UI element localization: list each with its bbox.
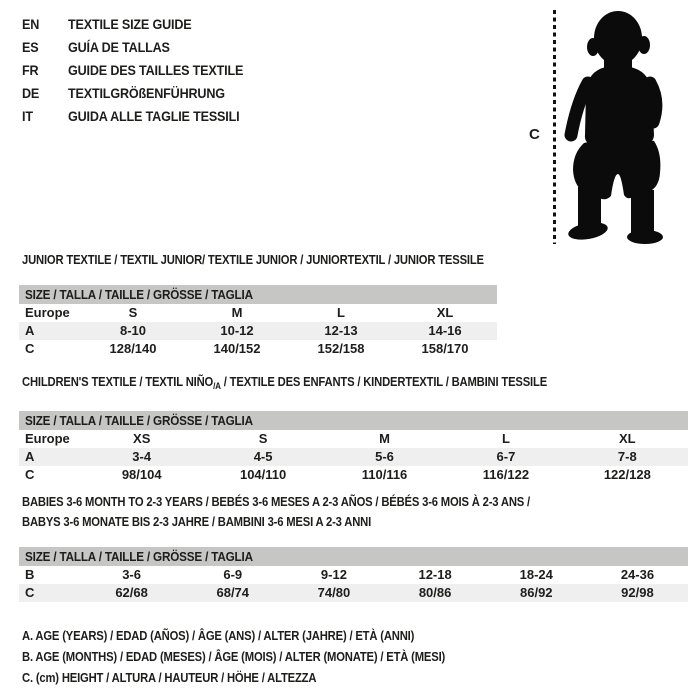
row-label: B bbox=[25, 567, 35, 582]
size-table-section-children bbox=[19, 372, 688, 484]
table-cell: 5-6 bbox=[375, 449, 394, 464]
size-table-section-babies bbox=[19, 492, 688, 602]
table-cell: XL bbox=[436, 305, 454, 320]
table-cell: 4-5 bbox=[253, 449, 273, 464]
table-cell: 152/158 bbox=[317, 341, 365, 356]
table-cell: S bbox=[258, 431, 268, 446]
language-item bbox=[22, 58, 263, 81]
table-cell: 3-4 bbox=[132, 449, 152, 464]
table-cell: XL bbox=[619, 431, 636, 446]
table-cell: 110/116 bbox=[361, 467, 408, 482]
language-code: DE bbox=[22, 84, 40, 101]
size-header-bar: SIZE / TALLA / TAILLE / GRÖSSE / TAGLIA bbox=[19, 411, 688, 430]
language-item bbox=[22, 12, 263, 35]
table-cell: 68/74 bbox=[216, 585, 250, 600]
table-row bbox=[19, 466, 688, 484]
table-cell: 10-12 bbox=[220, 323, 254, 338]
section-title-line: BABYS 3-6 MONATE BIS 2-3 JAHRE / BAMBINI 3-6 MESI A 2-3 ANNI bbox=[22, 515, 372, 529]
table-cell: 128/140 bbox=[109, 341, 157, 356]
language-label: GUIDA ALLE TAGLIE TESSILI bbox=[68, 107, 240, 124]
table-cell: L bbox=[337, 305, 345, 320]
language-item bbox=[22, 104, 263, 127]
size-header-bar: SIZE / TALLA / TAILLE / GRÖSSE / TAGLIA bbox=[19, 547, 688, 566]
footnote-line: A. AGE (YEARS) / EDAD (AÑOS) / ÂGE (ANS) / ALTER (JAHRE) / ETÀ (ANNI) bbox=[22, 629, 415, 643]
table-cell: 18-24 bbox=[519, 567, 553, 582]
table-cell: 8-10 bbox=[119, 323, 147, 338]
language-label: GUIDE DES TAILLES TEXTILE bbox=[68, 61, 244, 78]
row-label: Europe bbox=[25, 431, 70, 446]
table-cell: 12-13 bbox=[324, 323, 358, 338]
table-cell: 24-36 bbox=[620, 567, 655, 582]
table-row bbox=[19, 584, 688, 602]
section-title bbox=[22, 250, 497, 270]
table-row bbox=[19, 340, 497, 358]
table-cell: S bbox=[128, 305, 138, 320]
table-cell: 92/98 bbox=[621, 585, 654, 600]
toddler-silhouette-icon bbox=[560, 3, 700, 247]
table-cell: 6-9 bbox=[223, 567, 243, 582]
table-row bbox=[19, 448, 688, 466]
footnote-line: C. (cm) HEIGHT / ALTURA / HAUTEUR / HÖHE / ALTEZZA bbox=[22, 671, 317, 685]
table-cell: M bbox=[379, 431, 390, 446]
table-cell: 86/92 bbox=[520, 585, 553, 600]
row-label: C bbox=[25, 467, 35, 482]
height-measure-label: C bbox=[529, 126, 540, 143]
table-cell: 80/86 bbox=[418, 585, 452, 600]
table-cell: XS bbox=[133, 431, 151, 446]
table-row bbox=[19, 322, 497, 340]
row-label: Europe bbox=[25, 305, 70, 320]
table-row bbox=[19, 304, 497, 322]
language-label: TEXTILE SIZE GUIDE bbox=[68, 15, 192, 32]
table-cell: 74/80 bbox=[317, 585, 351, 600]
section-title-line: CHILDREN'S TEXTILE / TEXTIL $NIÑO_{/A}$ / TEXTILE DES ENFANTS / KINDERTEXTIL / BAMBINI TESSILE bbox=[22, 375, 548, 391]
language-code: FR bbox=[22, 61, 39, 78]
footnote-line: B. AGE (MONTHS) / EDAD (MESES) / ÂGE (MOIS) / ALTER (MONATE) / ETÀ (MESI) bbox=[22, 650, 446, 664]
row-label: A bbox=[25, 449, 35, 464]
size-header-bar: SIZE / TALLA / TAILLE / GRÖSSE / TAGLIA bbox=[19, 285, 497, 304]
language-label: GUÍA DE TALLAS bbox=[68, 38, 170, 55]
language-item bbox=[22, 81, 263, 104]
language-list bbox=[22, 12, 263, 127]
table-row bbox=[19, 430, 688, 448]
table-cell: 116/122 bbox=[482, 467, 530, 482]
table-cell: L bbox=[501, 431, 510, 446]
section-title bbox=[22, 372, 688, 396]
row-label: C bbox=[25, 585, 35, 600]
row-label: C bbox=[25, 341, 35, 356]
table-cell: 140/152 bbox=[213, 341, 261, 356]
language-code: EN bbox=[22, 15, 40, 32]
table-cell: 98/104 bbox=[121, 467, 162, 482]
language-code: ES bbox=[22, 38, 39, 55]
language-code: IT bbox=[22, 107, 33, 124]
language-label: TEXTILGRÖßENFÜHRUNG bbox=[68, 84, 225, 101]
language-item bbox=[22, 35, 263, 58]
table-cell: 158/170 bbox=[421, 341, 469, 356]
table-row bbox=[19, 566, 688, 584]
table-cell: 122/128 bbox=[603, 467, 651, 482]
footnote-list bbox=[22, 626, 492, 689]
table-cell: 7-8 bbox=[617, 449, 637, 464]
section-title-line: BABIES 3-6 MONTH TO 2-3 YEARS / BEBÉS 3-6 MESES A 2-3 AÑOS / BÉBÉS 3-6 MOIS À 2-3 ANS / bbox=[22, 495, 531, 509]
table-cell: M bbox=[231, 305, 243, 320]
table-cell: 104/110 bbox=[239, 467, 287, 482]
table-cell: 14-16 bbox=[428, 323, 462, 338]
section-title-line: JUNIOR TEXTILE / TEXTIL JUNIOR/ TEXTILE JUNIOR / JUNIORTEXTIL / JUNIOR TESSILE bbox=[22, 253, 484, 267]
row-label: A bbox=[25, 323, 35, 338]
size-table-section-junior bbox=[19, 250, 497, 358]
table-cell: 3-6 bbox=[122, 567, 141, 582]
table-cell: 9-12 bbox=[320, 567, 347, 582]
table-cell: 62/68 bbox=[115, 585, 148, 600]
table-cell: 12-18 bbox=[418, 567, 452, 582]
table-cell: 6-7 bbox=[496, 449, 516, 464]
height-measure-dashed-line bbox=[553, 10, 556, 244]
section-title bbox=[22, 492, 688, 532]
